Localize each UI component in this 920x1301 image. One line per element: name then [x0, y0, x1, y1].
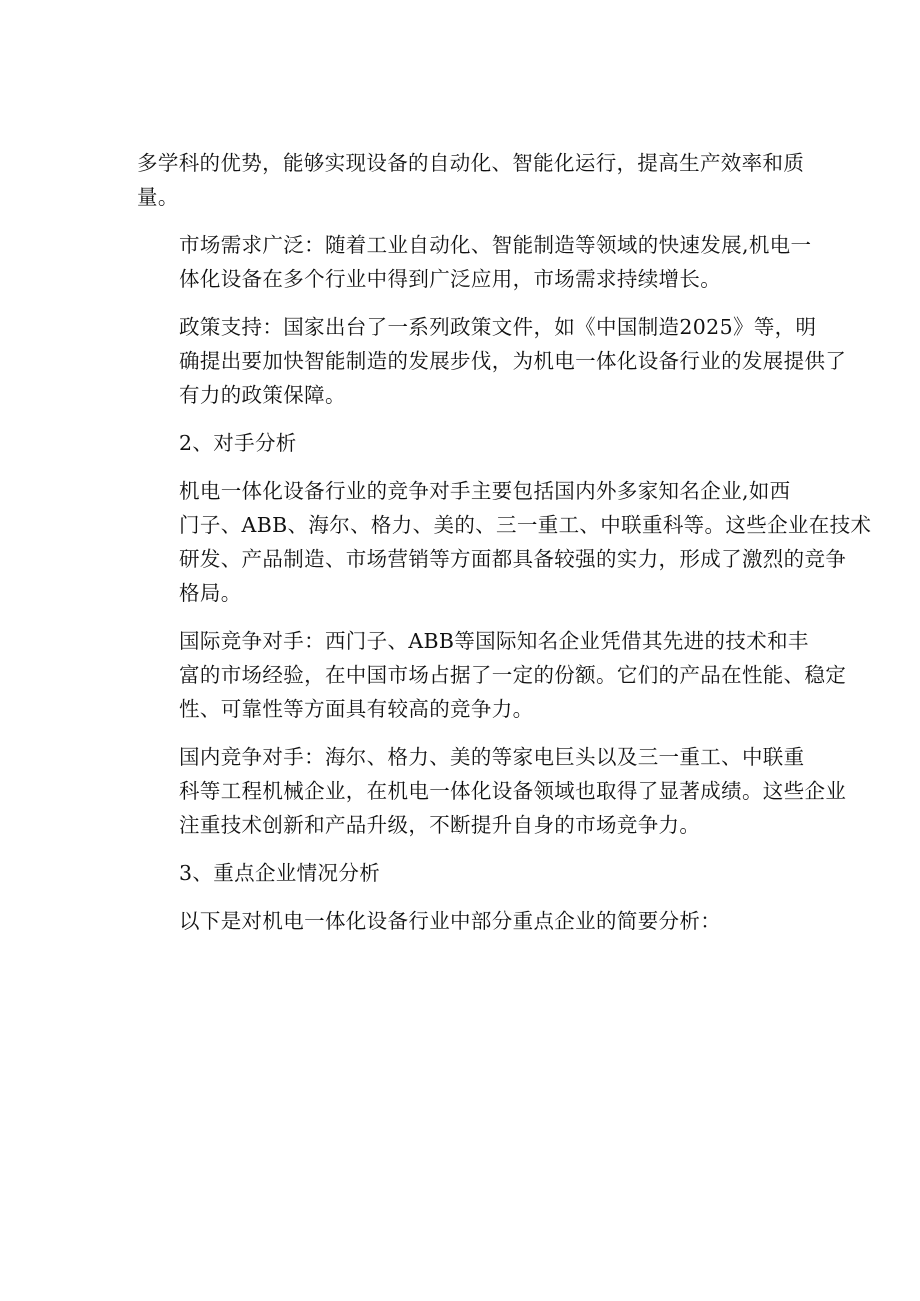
paragraph-competitors-overview — [137, 474, 872, 610]
text-line: 国际竞争对手：西门子、ABB等国际知名企业凭借其先进的技术和丰 — [179, 629, 809, 653]
document-page — [137, 146, 872, 938]
text-line: 机电一体化设备行业的竞争对手主要包括国内外多家知名企业,如西 — [179, 479, 791, 503]
text-line: 确提出要加快智能制造的发展步伐，为机电一体化设备行业的发展提供了 — [179, 349, 847, 373]
text-line: 以下是对机电一体化设备行业中部分重点企业的简要分析： — [179, 909, 722, 933]
section-heading-competitors — [137, 426, 787, 460]
paragraph-policy-support — [137, 310, 847, 412]
text-line: 科等工程机械企业，在机电一体化设备领域也取得了显著成绩。这些企业 — [179, 779, 847, 803]
paragraph-international-competitors — [137, 624, 847, 726]
paragraph-intro-tail — [137, 146, 805, 214]
paragraph-key-companies-intro — [137, 904, 787, 938]
paragraph-domestic-competitors — [137, 740, 847, 842]
text-line: 格局。 — [179, 581, 242, 605]
text-line: 性、可靠性等方面具有较高的竞争力。 — [179, 697, 534, 721]
text-line: 体化设备在多个行业中得到广泛应用，市场需求持续增长。 — [179, 267, 722, 291]
text-line: 注重技术创新和产品升级，不断提升自身的市场竞争力。 — [179, 813, 701, 837]
heading-text: 2、对手分析 — [179, 431, 297, 455]
heading-text: 3、重点企业情况分析 — [179, 861, 381, 885]
text-line: 富的市场经验，在中国市场占据了一定的份额。它们的产品在性能、稳定 — [179, 663, 847, 687]
paragraph-market-demand — [137, 228, 812, 296]
text-line: 研发、产品制造、市场营销等方面都具备较强的实力，形成了激烈的竞争 — [179, 547, 847, 571]
text-line: 有力的政策保障。 — [179, 383, 346, 407]
text-line: 量。 — [137, 185, 179, 209]
text-line: 市场需求广泛：随着工业自动化、智能制造等领域的快速发展,机电一 — [179, 233, 812, 257]
text-line: 政策支持：国家出台了一系列政策文件，如《中国制造2025》等，明 — [179, 315, 817, 339]
text-line: 门子、ABB、海尔、格力、美的、三一重工、中联重科等。这些企业在技术 — [179, 513, 872, 537]
text-line: 多学科的优势，能够实现设备的自动化、智能化运行，提高生产效率和质 — [137, 151, 805, 175]
text-line: 国内竞争对手：海尔、格力、美的等家电巨头以及三一重工、中联重 — [179, 745, 805, 769]
section-heading-key-companies — [137, 856, 787, 890]
